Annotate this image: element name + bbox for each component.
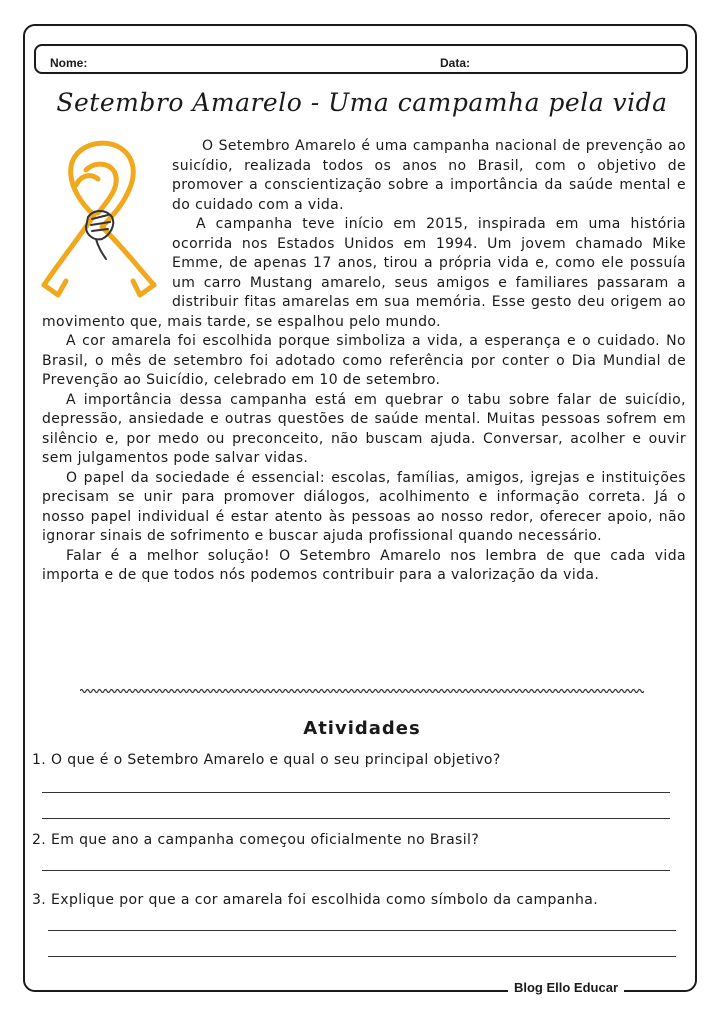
wavy-divider bbox=[80, 686, 644, 696]
answer-line[interactable] bbox=[48, 956, 676, 957]
answer-line[interactable] bbox=[42, 818, 670, 819]
date-label: Data: bbox=[440, 56, 471, 70]
paragraph: A cor amarela foi escolhida porque simboliza a vida, a esperança e o cuidado. No Brasil, o mês de setembro foi adotado como referência por conter o Dia Mundial de Prevenção ao Suicídio, celebrado em 10 de setembro. bbox=[42, 333, 686, 388]
paragraph: A importância dessa campanha está em quebrar o tabu sobre falar de suicídio, depressão, ansiedade e outras questões de saúde mental. Muitas pessoas sofrem em silêncio e, por medo ou preconceito, não buscam ajuda. Conversar, acolher e ouvir sem julgamentos pode salvar vidas. bbox=[42, 391, 686, 466]
question-1: 1. O que é o Setembro Amarelo e qual o seu principal objetivo? bbox=[32, 752, 501, 768]
answer-line[interactable] bbox=[42, 792, 670, 793]
footer-credit: Blog Ello Educar bbox=[508, 980, 624, 995]
question-2: 2. Em que ano a campanha começou oficialmente no Brasil? bbox=[32, 832, 480, 848]
answer-line[interactable] bbox=[42, 870, 670, 871]
answer-line[interactable] bbox=[48, 930, 676, 931]
paragraph: O Setembro Amarelo é uma campanha nacional de prevenção ao suicídio, realizada todos os anos no Brasil, com o objetivo de promover a conscientização sobre a importância da saúde mental e do cuidado com a vida. bbox=[172, 138, 686, 213]
paragraph: A campanha teve início em 2015, inspirada em uma história ocorrida nos Estados Unidos em 1994. Um jovem chamado Mike Emme, de apenas 17 anos, tirou a própria vida e, como ele possuía um carro Mustang amarelo, seus amigos e familiares passaram a distribuir fitas amarelas em sua memória. Esse gesto deu origem ao movimento que, mais tarde, se espalhou pelo mundo. bbox=[42, 216, 686, 330]
question-3: 3. Explique por que a cor amarela foi escolhida como símbolo da campanha. bbox=[32, 892, 599, 908]
activities-title: Atividades bbox=[303, 718, 421, 739]
page-title: Setembro Amarelo - Uma campamha pela vida bbox=[56, 88, 668, 117]
article-body bbox=[42, 137, 686, 586]
paragraph: O papel da sociedade é essencial: escolas, famílias, amigos, igrejas e instituições precisam se unir para promover diálogos, acolhimento e informação correta. Já o nosso papel individual é estar atento às pessoas ao nosso redor, oferecer apoio, não ignorar sinais de sofrimento e buscar ajuda profissional quando necessário. bbox=[42, 469, 686, 544]
paragraph: Falar é a melhor solução! O Setembro Amarelo nos lembra de que cada vida importa e de que todos nós podemos contribuir para a valorização da vida. bbox=[42, 547, 686, 583]
name-label: Nome: bbox=[50, 56, 88, 70]
header-box bbox=[34, 44, 688, 74]
